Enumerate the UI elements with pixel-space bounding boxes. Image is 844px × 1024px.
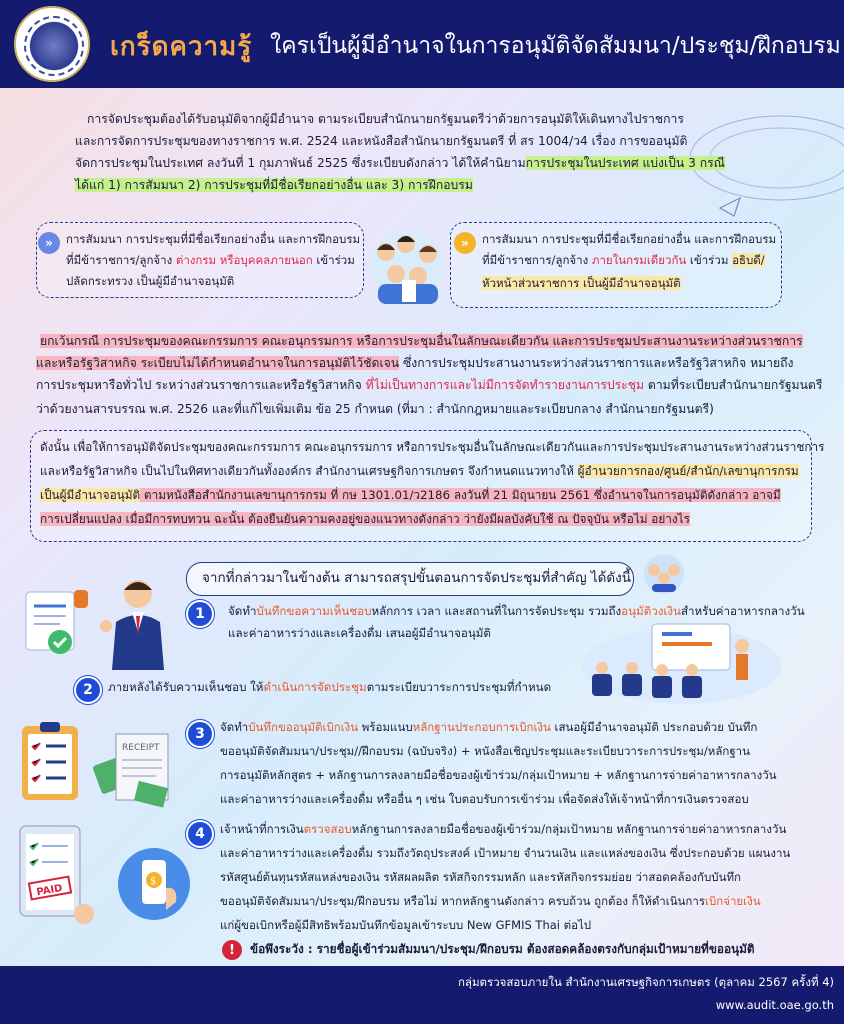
- step-3-number: 3: [186, 720, 214, 748]
- step-2-number: 2: [74, 676, 102, 704]
- conclusion-line-1: ดังนั้น เพื่อให้การอนุมัติจัดประชุมของคณะกรรมการ คณะอนุกรรมการ หรือการประชุมอื่นในลักษณะเดียวกันและการประชุมประสานงานระหว่างส่วนราชการ: [40, 440, 825, 454]
- exception-line-3: การประชุมหารือทั่วไป ระหว่างส่วนราชการและหรือรัฐวิสาหกิจ ที่ไม่เป็นทางการและไม่มีการจัดทำรายงานการประชุม ตามที่ระเบียบสำนักนายกรัฐมนตรี: [36, 378, 823, 392]
- case-right-line-2: ที่มีข้าราชการ/ลูกจ้าง ภายในกรมเดียวกัน เข้าร่วม อธิบดี/: [482, 253, 765, 267]
- step-4-line-5: แก่ผู้ขอเบิกหรือผู้มีสิทธิพร้อมบันทึกข้อมูลเข้าระบบ New GFMIS Thai ต่อไป: [220, 918, 592, 932]
- step-3-line-2: ขออนุมัติจัดสัมมนา/ประชุม//ฝึกอบรม (ฉบับจริง) + หนังสือเชิญประชุมและระเบียบวาระการประชุม/หลักฐาน: [220, 744, 751, 758]
- step-3-line-4: และค่าอาหารว่างและเครื่องดื่ม หรืออื่น ๆ เช่น ใบตอบรับการเข้าร่วม เพื่อจัดส่งให้เจ้าหน้าที่การเงินตรวจสอบ: [220, 792, 749, 806]
- case-right-line-1: การสัมมนา การประชุมที่มีชื่อเรียกอย่างอื่น และการฝึกอบรม: [482, 232, 777, 246]
- step-4-line-3: รหัสศูนย์ต้นทุนรหัสแหล่งของเงิน รหัสผลผลิต รหัสกิจกรรมหลัก และรหัสกิจกรรมย่อย ว่าสอดคล้องกับบันทึก: [220, 870, 742, 884]
- page-title: ใครเป็นผู้มีอำนาจในการอนุมัติจัดสัมมนา/ประชุม/ฝึกอบรม: [270, 33, 841, 59]
- receipt-money-icon: [92, 728, 178, 808]
- organization-logo: [14, 6, 90, 82]
- conclusion-line-2: และหรือรัฐวิสาหกิจ เป็นไปในทิศทางเดียวกันทั้งองค์กร สำนักงานเศรษฐกิจการเกษตร จึงกำหนดแนวทางให้ ผู้อำนวยการกอง/ศูนย์/สำนัก/เลขานุการกรม: [40, 464, 799, 478]
- step-1-number: 1: [186, 600, 214, 628]
- people-group-illustration: [366, 222, 448, 310]
- exception-line-2: และหรือรัฐวิสาหกิจ ระเบียบไม่ได้กำหนดอำนาจในการอนุมัติไว้ชัดเจน ซึ่งการประชุมประสานงานระหว่างส่วนราชการและหรือรัฐวิสาหกิจ หมายถึง: [36, 356, 794, 370]
- warning-text: ข้อพึงระวัง : รายชื่อผู้เข้าร่วมสัมมนา/ประชุม/ฝึกอบรม ต้องสอดคล้องตรงกับกลุ่มเป้าหมายที่ขออนุมัติ: [250, 942, 755, 956]
- step-4-line-2: และค่าอาหารว่างและเครื่องดื่ม รวมถึงวัตถุประสงค์ เป้าหมาย จำนวนเงิน และแหล่งของเงิน ซึ่งประกอบด้วย แผนงาน: [220, 846, 791, 860]
- step-1-line-1: จัดทำบันทึกขอความเห็นชอบหลักการ เวลา และสถานที่ในการจัดประชุม รวมถึงอนุมัติวงเงินสำหรับค่าอาหารกลางวัน: [228, 604, 805, 618]
- team-icon: [640, 552, 688, 596]
- businessman-illustration: [98, 572, 178, 672]
- knowledge-tag: เกร็ดความรู้: [110, 32, 253, 62]
- step-2-line-1: ภายหลังได้รับความเห็นชอบ ให้ดำเนินการจัดประชุมตามระเบียบวาระการประชุมที่กำหนด: [108, 680, 552, 694]
- step-4-line-4: ขออนุมัติจัดสัมมนา/ประชุม/ฝึกอบรม หรือไม่ หากหลักฐานดังกล่าว ครบถ้วน ถูกต้อง ก็ให้ดำเนินการเบิกจ่ายเงิน: [220, 894, 761, 908]
- receipt-label: RECEIPT: [122, 743, 160, 753]
- exception-line-4: ว่าด้วยงานสารบรรณ พ.ศ. 2526 และที่แก้ไขเพิ่มเติม ข้อ 25 กำหนด (ที่มา : สำนักกฎหมายและระเบียบกลาง สำนักนายกรัฐมนตรี): [36, 402, 714, 416]
- case-left-line-3: ปลัดกระทรวง เป็นผู้มีอำนาจอนุมัติ: [66, 274, 235, 288]
- intro-line-1: การจัดประชุมต้องได้รับอนุมัติจากผู้มีอำนาจ ตามระเบียบสำนักนายกรัฐมนตรีว่าด้วยการอนุมัติให้เดินทางไปราชการ: [87, 112, 684, 126]
- step-3-line-3: การอนุมัติหลักสูตร + หลักฐานการลงลายมือชื่อของผู้เข้าร่วม/กลุ่มเป้าหมาย + หลักฐานการจ่ายค่าอาหารกลางวัน: [220, 768, 777, 782]
- step-4-number: 4: [186, 820, 214, 848]
- footer-organization: กลุ่มตรวจสอบภายใน สำนักงานเศรษฐกิจการเกษตร (ตุลาคม 2567 ครั้งที่ 4): [457, 975, 834, 989]
- footer-website-link[interactable]: www.audit.oae.go.th: [715, 998, 834, 1012]
- case-right-line-3: หัวหน้าส่วนราชการ เป็นผู้มีอำนาจอนุมัติ: [482, 276, 681, 290]
- paid-clipboard-icon: [10, 816, 100, 932]
- intro-line-3: จัดการประชุมในประเทศ ลงวันที่ 1 กุมภาพันธ์ 2525 ซึ่งระเบียบดังกล่าว ได้ให้คำนิยามการประชุมในประเทศ แบ่งเป็น 3 กรณี: [75, 156, 725, 170]
- intro-line-4: ได้แก่ 1) การสัมมนา 2) การประชุมที่มีชื่อเรียกอย่างอื่น และ 3) การฝึกอบรม: [75, 178, 473, 192]
- clipboard-checklist-icon: [14, 718, 86, 804]
- definition-highlight: การประชุมในประเทศ แบ่งเป็น 3 กรณี: [525, 156, 725, 170]
- intro-line-2: และการจัดการประชุมของทางราชการ พ.ศ. 2524 และหนังสือสำนักนายกรัฐมนตรี ที่ สร 1004/ว4 เรื่อง การขออนุมัติ: [75, 134, 688, 148]
- warning-icon: !: [222, 940, 242, 960]
- exception-line-1: ยกเว้นกรณี การประชุมของคณะกรรมการ คณะอนุกรรมการ หรือการประชุมอื่นในลักษณะเดียวกัน และการประชุมประสานงานระหว่างส่วนราชการ: [40, 334, 803, 348]
- case-left-line-2: ที่มีข้าราชการ/ลูกจ้าง ต่างกรม หรือบุคคลภายนอก เข้าร่วม: [66, 253, 355, 267]
- chevron-right-icon: »: [38, 232, 60, 254]
- meeting-presentation-illustration: [582, 616, 782, 704]
- paid-stamp-label: PAID: [35, 882, 64, 899]
- step-3-line-1: จัดทำบันทึกขออนุมัติเบิกเงิน พร้อมแนบหลักฐานประกอบการเบิกเงิน เสนอผู้มีอำนาจอนุมัติ ประกอบด้วย บันทึก: [220, 720, 758, 734]
- mobile-payment-icon: [116, 840, 192, 926]
- conclusion-line-4: การเปลี่ยนแปลง เมื่อมีการทบทวน ฉะนั้น ต้องยืนยันความคงอยู่ของแนวทางดังกล่าว ว่ายังมีผลบังคับใช้ ณ ปัจจุบัน หรือไม่ อย่างไร: [40, 512, 690, 526]
- checklist-document-icon: [14, 582, 94, 662]
- summary-title: จากที่กล่าวมาในข้างต้น สามารถสรุปขั้นตอนการจัดประชุมที่สำคัญ ได้ดังนี้: [202, 570, 632, 586]
- conclusion-line-3: เป็นผู้มีอำนาจอนุมัติ ตามหนังสือสำนักงานเลขานุการกรม ที่ กษ 1301.01/ว2186 ลงวันที่ 21 มิถุนายน 2561 ซึ่งอำนาจในการอนุมัติดังกล่าว อาจมี: [40, 488, 781, 502]
- svg-text:$: $: [150, 876, 157, 887]
- step-1-line-2: และค่าอาหารว่างและเครื่องดื่ม เสนอผู้มีอำนาจอนุมัติ: [228, 626, 491, 640]
- chevron-right-icon: »: [454, 232, 476, 254]
- step-4-line-1: เจ้าหน้าที่การเงินตรวจสอบหลักฐานการลงลายมือชื่อของผู้เข้าร่วม/กลุ่มเป้าหมาย หลักฐานการจ่ายค่าอาหารกลางวัน: [220, 822, 787, 836]
- case-left-line-1: การสัมมนา การประชุมที่มีชื่อเรียกอย่างอื่น และการฝึกอบรม: [66, 232, 361, 246]
